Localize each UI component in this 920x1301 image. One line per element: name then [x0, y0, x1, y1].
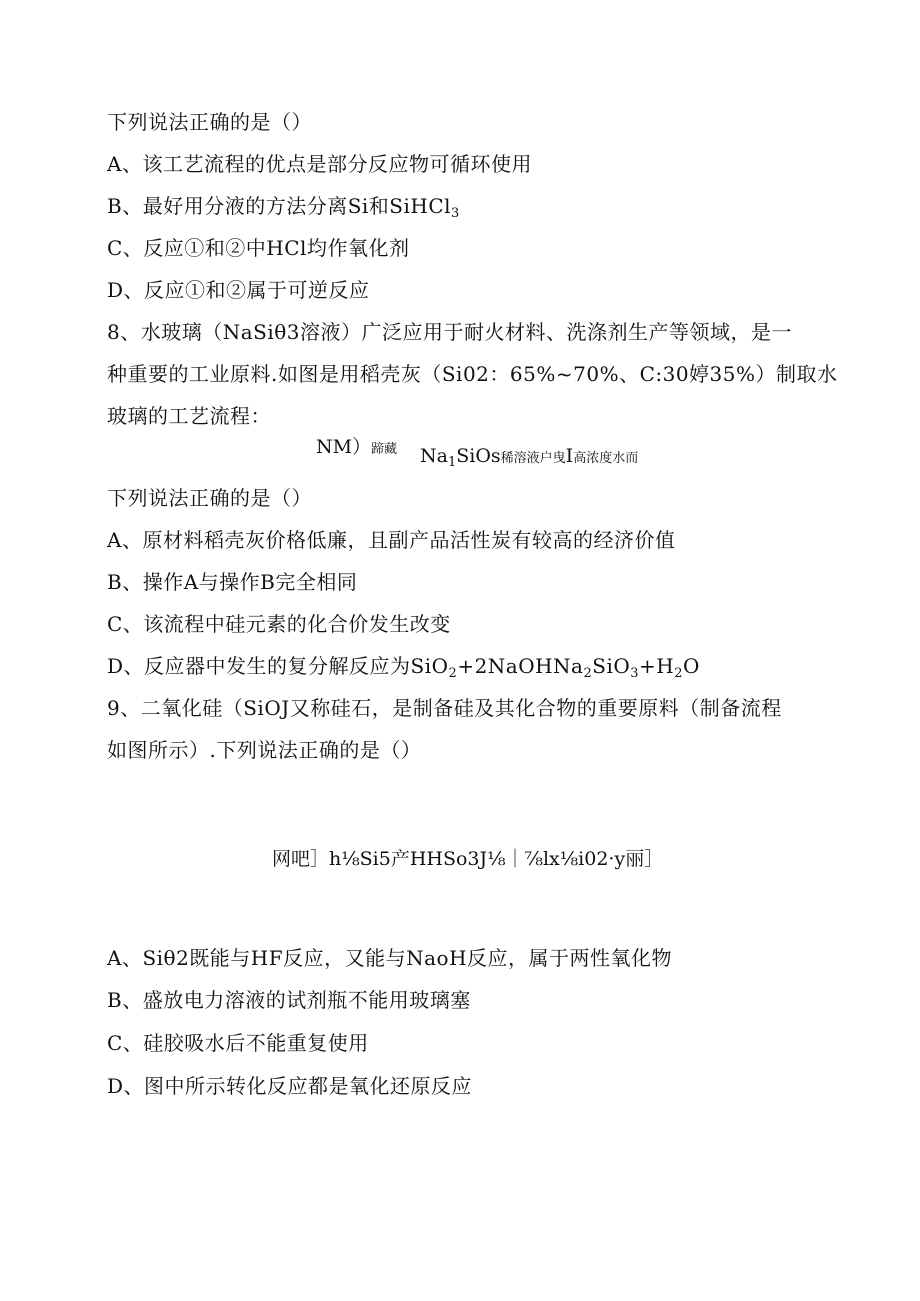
- question-8-option-c: C、该流程中硅元素的化合价发生改变: [107, 612, 451, 636]
- figure-small-label: 蹄藏: [371, 442, 398, 457]
- subscript: 3: [451, 206, 460, 221]
- question-9-line-2: 如图所示）.下列说法正确的是（）: [107, 738, 422, 762]
- question-9-line-1: 9、二氧化硅（SiOJ又称硅石，是制备硅及其化合物的重要原料（制备流程: [107, 696, 782, 720]
- question-8-option-b: B、操作A与操作B完全相同: [107, 570, 358, 594]
- q8-figure-left-label: [316, 432, 397, 459]
- subscript: 3: [630, 666, 640, 681]
- equation-text: SiO: [592, 654, 631, 678]
- question-9-option-b: B、盛放电力溶液的试剂瓶不能用玻璃塞: [107, 988, 471, 1012]
- equation-text: D、反应器中发生的复分解反应为SiO: [107, 654, 449, 678]
- question-7-option-d: D、反应①和②属于可逆反应: [107, 278, 370, 302]
- q8-figure-right-label: [420, 445, 639, 470]
- equation-text: +H: [639, 654, 675, 678]
- subscript: 2: [583, 666, 593, 681]
- figure-mid-label: I: [565, 445, 574, 467]
- question-7-option-b: [107, 194, 460, 221]
- figure-formula: SiOs: [456, 445, 501, 467]
- question-9-option-d: D、图中所示转化反应都是氧化还原反应: [107, 1074, 473, 1098]
- question-8-line-1: 8、水玻璃（NaSiθ3溶液）广泛应用于耐火材料、洗涤剂生产等领域，是一: [107, 320, 793, 344]
- subscript: 2: [674, 666, 684, 681]
- figure-formula: Na: [420, 445, 448, 467]
- question-8-line-2: 种重要的工业原料.如图是用稻壳灰（Si02：65%~70%、C:30婷35%）制取水: [107, 362, 838, 386]
- question-8-stem: 下列说法正确的是（）: [107, 486, 312, 510]
- question-7-option-a: A、该工艺流程的优点是部分反应物可循环使用: [107, 152, 532, 176]
- question-8-line-3: 玻璃的工艺流程：: [107, 404, 271, 428]
- option-b-text: B、最好用分液的方法分离Si和SiHCl: [107, 194, 452, 218]
- q9-figure-text: 网吧］h⅛Si5产HHSo3J⅛｜⅞lx⅛i02·y丽］: [272, 848, 664, 870]
- subscript: 1: [447, 455, 457, 470]
- question-8-option-d: [107, 654, 700, 681]
- figure-small-label: 高浓度水而: [573, 451, 639, 466]
- question-8-option-a: A、原材料稻壳灰价格低廉，且副产品活性炭有较高的经济价值: [107, 528, 676, 552]
- figure-small-label: 稀溶液户曳: [500, 451, 566, 466]
- figure-label: NM）: [316, 436, 372, 458]
- question-9-option-c: C、硅胶吸水后不能重复使用: [107, 1031, 369, 1055]
- equation-text: +2NaOHNa: [457, 654, 584, 678]
- subscript: 2: [448, 666, 458, 681]
- question-7-stem: 下列说法正确的是（）: [107, 110, 312, 134]
- question-7-option-c: C、反应①和②中HCl均作氧化剂: [107, 236, 410, 260]
- question-9-option-a: A、Siθ2既能与HF反应，又能与NaoH反应，属于两性氧化物: [107, 946, 673, 970]
- equation-text: O: [683, 654, 700, 678]
